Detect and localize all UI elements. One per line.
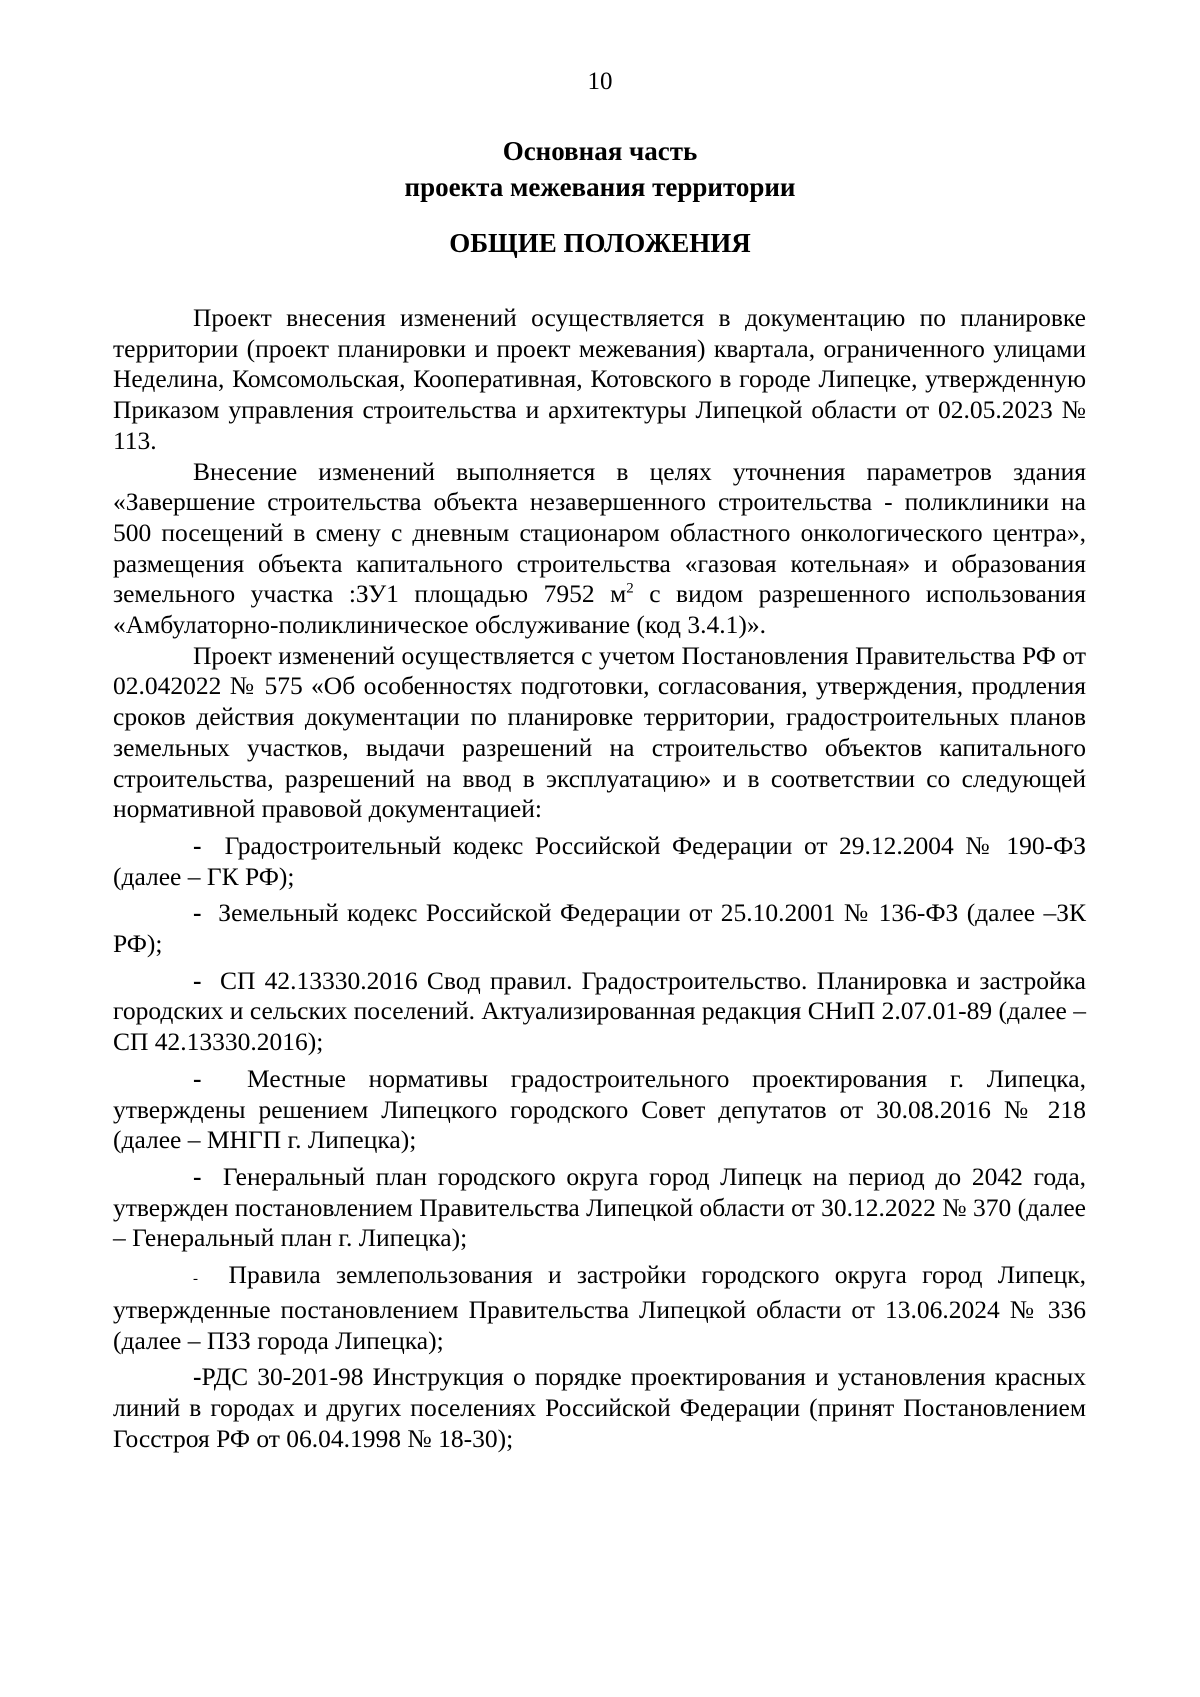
list-item: [113, 1260, 1086, 1356]
purpose-text: Внесение изменений выполняется в целях уточнения параметров здания «Завершение строительства объекта незавершенного строительства - поликлиники на 500 посещений в смену с дневным стационаром областного онкологического центра», размещения объекта капитального строительства «газовая котельная» и образования земельного участка :ЗУ1 площадью 7952 м: [113, 456, 1086, 609]
square-superscript: 2: [626, 580, 634, 597]
document-body: [113, 303, 1086, 1454]
list-item-text: РДС 30-201-98 Инструкция о порядке проектирования и установления красных линий в городах и других поселениях Российской Федерации (принят Постановлением Госстроя РФ от 06.04.1998 № 18-30);: [113, 1362, 1086, 1453]
list-item: [113, 1162, 1086, 1254]
list-item: [113, 831, 1086, 892]
list-dash: -: [193, 1161, 202, 1191]
paragraph-regulations: Проект изменений осуществляется с учетом Постановления Правительства РФ от 02.042022 № 575 «Об особенностях подготовки, согласования, утверждения, продления сроков действия документации по планировке территории, градостроительных планов земельных участков, выдачи разрешений на строительство объектов капитального строительства, разрешений на ввод в эксплуатацию» и в соответствии со следующей нормативной правовой документацией:: [113, 640, 1086, 824]
paragraph-intro: Проект внесения изменений осуществляется в документацию по планировке территории (проект планировки и проект межевания) квартала, ограниченного улицами Неделина, Комсомольская, Кооперативная, Котовского в городе Липецке, утвержденную Приказом управления строительства и архитектуры Липецкой области от 02.05.2023 № 113.: [113, 303, 1086, 455]
list-dash: -: [193, 1271, 198, 1288]
list-item-text: Местные нормативы градостроительного проектирования г. Липецка, утверждены решением Липецкого городского Совет депутатов от 30.08.2016 № 218 (далее – МНГП г. Липецка);: [113, 1063, 1087, 1155]
section-title: ОБЩИЕ ПОЛОЖЕНИЯ: [449, 228, 751, 258]
list-dash: -: [193, 830, 202, 860]
list-item-text: Градостроительный кодекс Российской Федерации от 29.12.2004 № 190-ФЗ (далее – ГК РФ);: [113, 830, 1086, 891]
list-dash: -: [193, 1362, 202, 1392]
list-item-text: СП 42.13330.2016 Свод правил. Градостроительство. Планировка и застройка городских и сельских поселений. Актуализированная редакция СНиП 2.07.01-89 (далее – СП 42.13330.2016);: [113, 965, 1087, 1057]
list-item: [113, 1362, 1086, 1454]
list-item: [113, 966, 1086, 1058]
title-line-1: Основная часть: [502, 136, 698, 166]
list-item: [113, 898, 1086, 959]
list-dash: -: [193, 1063, 202, 1093]
title-line-2: проекта межевания территории: [404, 172, 796, 202]
list-item-text: Правила землепользования и застройки городского округа город Липецк, утвержденные постановлением Правительства Липецкой области от 13.06.2024 № 336 (далее – ПЗЗ города Липецка);: [113, 1260, 1087, 1355]
list-dash: -: [193, 965, 202, 995]
list-item-text: Генеральный план городского округа город Липецк на период до 2042 года, утвержден постановлением Правительства Липецкой области от 30.12.2022 № 370 (далее – Генеральный план г. Липецка);: [113, 1161, 1087, 1253]
list-item-text: Земельный кодекс Российской Федерации от 25.10.2001 № 136-ФЗ (далее –ЗК РФ);: [113, 898, 1086, 959]
list-item: [113, 1064, 1086, 1156]
paragraph-purpose: [113, 457, 1086, 641]
list-dash: -: [193, 898, 202, 928]
page-number: 10: [587, 68, 613, 95]
purpose-text-cont: с видом разрешенного использования «Амбулаторно-поликлиническое обслуживание (код 3.4.1)».: [113, 579, 1086, 640]
